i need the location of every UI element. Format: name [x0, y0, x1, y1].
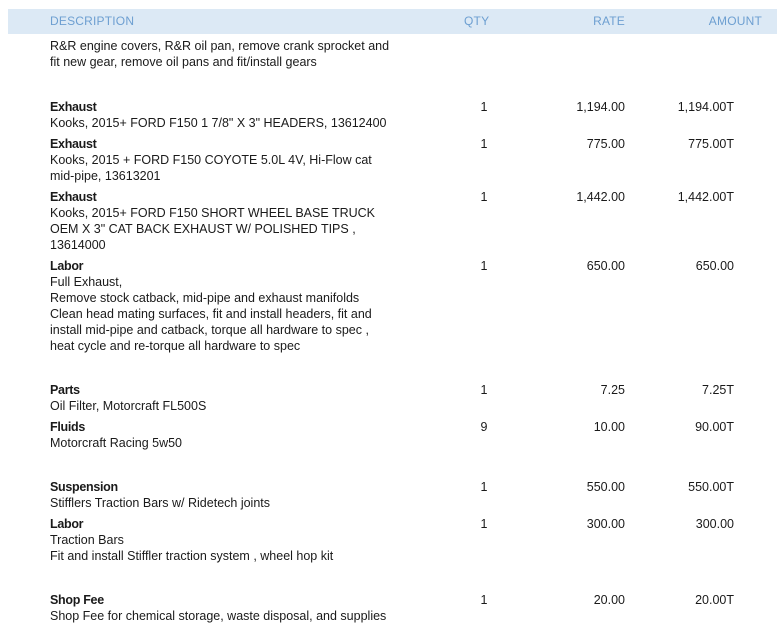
table-row	[0, 99, 781, 131]
row-desc-line: fit new gear, remove oil pans and fit/install gears	[50, 55, 317, 69]
row-desc-line: Clean head mating surfaces, fit and install headers, fit and	[50, 307, 372, 321]
row-desc-line: Shop Fee for chemical storage, waste disposal, and supplies	[50, 609, 387, 623]
row-amount: 1,442.00T	[677, 190, 734, 204]
table-row	[0, 189, 781, 253]
row-qty: 1	[480, 137, 488, 151]
row-description	[50, 479, 430, 511]
header-description: DESCRIPTION	[50, 14, 135, 28]
row-rate: 550.00	[586, 480, 625, 494]
table-row	[0, 136, 781, 184]
row-amount: 775.00T	[688, 137, 734, 151]
row-desc-line: Kooks, 2015+ FORD F150 1 7/8" X 3" HEADERS, 13612400	[50, 116, 387, 130]
row-desc-line: Oil Filter, Motorcraft FL500S	[50, 399, 207, 413]
row-amount: 20.00T	[695, 593, 734, 607]
row-amount: 300.00	[695, 517, 734, 531]
row-amount: 550.00T	[688, 480, 734, 494]
table-row	[0, 258, 781, 354]
row-qty: 1	[480, 383, 488, 397]
header-qty: QTY	[464, 14, 490, 28]
row-amount: 90.00T	[695, 420, 734, 434]
row-description	[50, 258, 430, 354]
row-desc-line: mid-pipe, 13613201	[50, 169, 161, 183]
row-desc-line: Kooks, 2015 + FORD F150 COYOTE 5.0L 4V, Hi-Flow cat	[50, 153, 372, 167]
row-title: Labor	[50, 259, 84, 273]
table-row	[0, 592, 781, 624]
line-items	[0, 38, 781, 624]
table-row	[0, 38, 781, 70]
row-desc-line: install mid-pipe and catback, torque all hardware to spec ,	[50, 323, 369, 337]
table-row	[0, 419, 781, 451]
header-amount: AMOUNT	[708, 14, 762, 28]
row-description	[50, 189, 430, 253]
row-qty: 1	[480, 480, 488, 494]
row-desc-line: Fit and install Stiffler traction system , wheel hop kit	[50, 549, 334, 563]
row-rate: 7.25	[600, 383, 625, 397]
row-rate: 300.00	[586, 517, 625, 531]
row-qty: 1	[480, 259, 488, 273]
row-desc-line: Kooks, 2015+ FORD F150 SHORT WHEEL BASE TRUCK	[50, 206, 375, 220]
row-desc-line: Full Exhaust,	[50, 275, 123, 289]
row-rate: 1,442.00	[576, 190, 625, 204]
row-desc-line: Remove stock catback, mid-pipe and exhaust manifolds	[50, 291, 360, 305]
row-desc-line: heat cycle and re-torque all hardware to spec	[50, 339, 301, 353]
header-rate: RATE	[593, 14, 625, 28]
row-description	[50, 516, 430, 564]
row-amount: 7.25T	[702, 383, 734, 397]
row-rate: 1,194.00	[576, 100, 625, 114]
table-row	[0, 479, 781, 511]
row-amount: 1,194.00T	[677, 100, 734, 114]
row-qty: 1	[480, 517, 488, 531]
row-qty: 1	[480, 100, 488, 114]
row-desc-line: Motorcraft Racing 5w50	[50, 436, 183, 450]
row-description	[50, 382, 430, 414]
row-description	[50, 99, 430, 131]
row-title: Parts	[50, 383, 80, 397]
row-title: Fluids	[50, 420, 86, 434]
row-desc-line: OEM X 3" CAT BACK EXHAUST W/ POLISHED TIPS ,	[50, 222, 356, 236]
table-row	[0, 382, 781, 414]
row-description	[50, 136, 430, 184]
row-rate: 10.00	[593, 420, 625, 434]
table-header	[8, 9, 777, 34]
row-rate: 775.00	[586, 137, 625, 151]
row-title: Exhaust	[50, 137, 97, 151]
row-description	[50, 38, 430, 70]
row-title: Labor	[50, 517, 84, 531]
table-row	[0, 516, 781, 564]
row-desc-line: Stifflers Traction Bars w/ Ridetech joints	[50, 496, 270, 510]
row-title: Suspension	[50, 480, 118, 494]
row-qty: 1	[480, 190, 488, 204]
row-desc-line: R&R engine covers, R&R oil pan, remove crank sprocket and	[50, 39, 390, 53]
row-title: Exhaust	[50, 100, 97, 114]
row-description	[50, 592, 430, 624]
row-amount: 650.00	[695, 259, 734, 273]
row-desc-line: 13614000	[50, 238, 106, 252]
row-rate: 650.00	[586, 259, 625, 273]
row-qty: 9	[480, 420, 488, 434]
row-desc-line: Traction Bars	[50, 533, 124, 547]
row-rate: 20.00	[593, 593, 625, 607]
row-qty: 1	[480, 593, 488, 607]
row-title: Shop Fee	[50, 593, 104, 607]
row-description	[50, 419, 430, 451]
row-title: Exhaust	[50, 190, 97, 204]
